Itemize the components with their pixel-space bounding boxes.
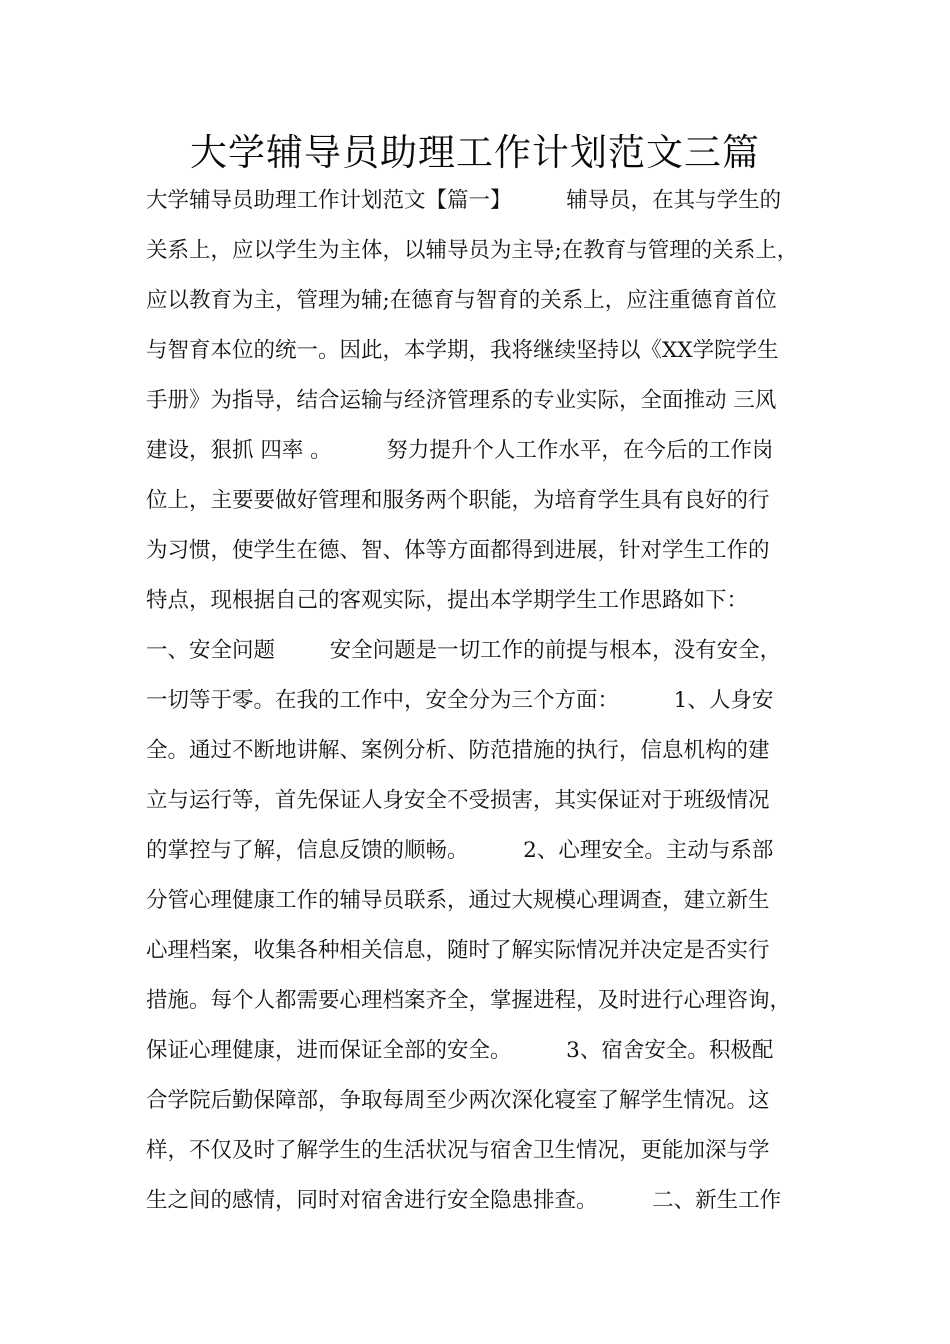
body-line: 立与运行等，首先保证人身安全不受损害，其实保证对于班级情况 bbox=[146, 788, 770, 813]
body-line: 措施。每个人都需要心理档案齐全，掌握进程，及时进行心理咨询， bbox=[146, 988, 792, 1013]
body-line: 为习惯，使学生在德、智、体等方面都得到进展，针对学生工作的 bbox=[146, 538, 770, 563]
body-line: 关系上，应以学生为主体，以辅导员为主导;在教育与管理的关系上， bbox=[146, 238, 799, 263]
body-line: 全。通过不断地讲解、案例分析、防范措施的执行，信息机构的建 bbox=[146, 738, 770, 763]
body-line: 特点，现根据自己的客观实际，提出本学期学生工作思路如下： bbox=[146, 588, 749, 613]
body-line: 的掌控与了解，信息反馈的顺畅。 2、心理安全。主动与系部 bbox=[146, 838, 774, 863]
body-line: 生之间的感情，同时对宿舍进行安全隐患排查。 二、新生工作 bbox=[146, 1188, 782, 1213]
body-line: 样，不仅及时了解学生的生活状况与宿舍卫生情况，更能加深与学 bbox=[146, 1138, 770, 1163]
document-title: 大学辅导员助理工作计划范文三篇 bbox=[190, 131, 760, 174]
body-line: 合学院后勤保障部，争取每周至少两次深化寝室了解学生情况。这 bbox=[146, 1088, 770, 1113]
body-line: 一切等于零。在我的工作中，安全分为三个方面： 1、人身安 bbox=[146, 688, 774, 713]
document-body bbox=[146, 176, 826, 1226]
body-line: 心理档案，收集各种相关信息，随时了解实际情况并决定是否实行 bbox=[146, 938, 770, 963]
body-line: 应以教育为主，管理为辅;在德育与智育的关系上，应注重德育首位 bbox=[146, 288, 777, 313]
body-line: 分管心理健康工作的辅导员联系，通过大规模心理调查，建立新生 bbox=[146, 888, 770, 913]
body-line: 大学辅导员助理工作计划范文【篇一】 辅导员，在其与学生的 bbox=[146, 188, 782, 213]
body-line: 位上，主要要做好管理和服务两个职能，为培育学生具有良好的行 bbox=[146, 488, 770, 513]
body-line: 与智育本位的统一。因此，本学期，我将继续坚持以《XX学院学生 bbox=[146, 338, 779, 363]
body-line: 手册》为指导，结合运输与经济管理系的专业实际，全面推动 三风 bbox=[146, 388, 777, 413]
body-line: 一、安全问题 安全问题是一切工作的前提与根本，没有安全， bbox=[146, 638, 782, 663]
body-line: 建设，狠抓 四率 。 努力提升个人工作水平，在今后的工作岗 bbox=[146, 438, 774, 463]
body-line: 保证心理健康，进而保证全部的安全。 3、宿舍安全。积极配 bbox=[146, 1038, 774, 1063]
